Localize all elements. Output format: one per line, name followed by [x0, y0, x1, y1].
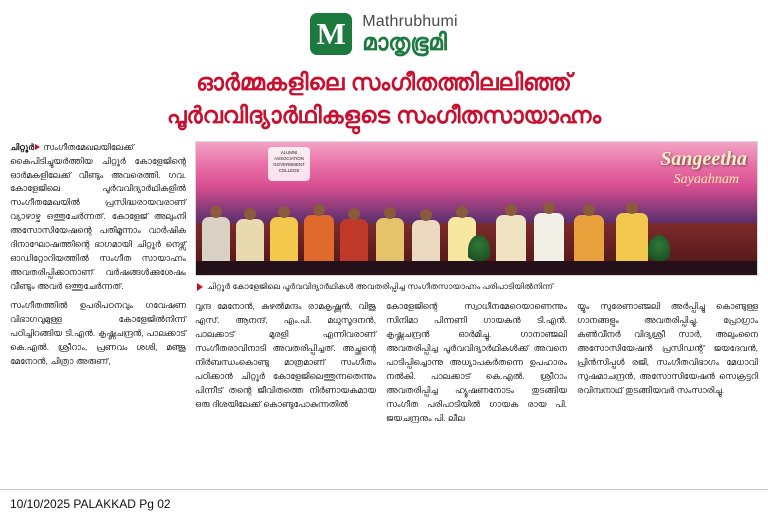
person-head — [210, 206, 222, 218]
masthead-malayalam-title: മാതൃഭൂമി — [362, 29, 447, 56]
person-head — [505, 204, 517, 216]
article-column-right — [195, 141, 758, 491]
masthead-latin-title: Mathrubhumi — [362, 12, 458, 30]
person-head — [313, 204, 325, 216]
caption-marker-icon — [197, 283, 203, 291]
page-title — [0, 62, 768, 141]
person-head — [348, 208, 360, 220]
person-head — [244, 208, 256, 220]
headline-line-1: ഓർമ്മകളിലെ സംഗീതത്തിലലിഞ്ഞ് — [196, 69, 572, 95]
seated-person — [236, 219, 264, 263]
photo-caption — [195, 276, 758, 298]
seated-person — [616, 213, 648, 263]
article-column-3-text: യ്യും സുരേണാഞ്ജലി അർപ്പിച്ചു കൊണ്ടുള്ള ഗാനങ്ങളും അവതരിപ്പിച്ചു. പ്രോഗ്രാം കൺവീനർ വിദ്യശ്രീ സാർ, അലുംനൈ അസോസിയേഷൻ പ്രസിഡന്റ് ജയദേവൻ, പ്രിൻസിപ്പൾ രജി, സംഗീതവിഭാഗം മേധാവി സുഷമാചന്ദ്രൻ, അസോസിയേഷൻ സെക്രട്ടറി രവിമ്പനാഥ് തുടങ്ങിയവർ സംസാരിച്ചു. — [577, 301, 758, 395]
seated-person — [574, 215, 604, 263]
article-column-3 — [577, 300, 758, 430]
backdrop-subtitle-text: Sayaahnam — [673, 171, 739, 187]
person-head — [384, 207, 396, 219]
article-lead-text: സംഗീതമേഖലയിലേക്ക് കൈപിടിച്ചുയർത്തിയ ചിറ്റൂർ കോളേജിന്റെ ഓർമകളിലേക്ക് വീണ്ടും അവരെത്തി. ഗവ. കോളേജിലെ പൂർവവിദ്യാർഥികളിൽ സംഗീതമേഖയിൽ പ്രസിദ്ധരായവരാണ് വ്യാഴാഴ്ച ഒത്തുചേർന്നത്. കോളേജ് അലുംനി അസോസിയേഷന്റെ പതിമൂന്നാം വാർഷിക ദിനാഘോഷത്തിന്റെ ഭാഗമായി ചിറ്റൂർ നെഴ്സ് ഓഡിറ്റോറിയത്തിൽ സംഗീത സായാഹ്നം അവതരിപ്പിക്കാനാണ് വർഷങ്ങൾക്കുശേഷം വീണ്ടും അവർ ഒത്തുചേർന്നത്. — [10, 141, 186, 291]
seated-person — [496, 215, 526, 263]
seated-person — [412, 220, 440, 263]
person-head — [583, 204, 595, 216]
article-column-2-text: കോളേജിന്റെ സ്വാധീനമേറെയാണെന്നും സിനിമാ പിന്നണി ഗായകൻ ടി.എൻ. കൃഷ്ണചന്ദ്രൻ ഓർമിച്ചു. ഗാനാഞ്ജലി അവതരിപ്പിച്ച പൂർവവിദ്യാർഥികൾക്ക് അവനെ പാടിപ്പിച്ചൊന്നു അധ്യാപകർതന്നെ ഉപഹാരം നൽകി. പാലക്കാട് കെ.എൽ. ശ്രീറാം അവതരിപ്പിച്ച ഹ്യൂഷണനോടം തുടങ്ങിയ സംഗീത പരിപാടിയിൽ ഗായക രായ പി. ജയചന്ദ്രനും പി. ലീല — [386, 301, 567, 423]
article-column-1 — [195, 300, 376, 430]
dateline-marker-icon — [35, 144, 40, 150]
backdrop-title-text: Sangeetha — [660, 147, 747, 170]
seated-person — [202, 217, 230, 263]
article-body — [0, 141, 768, 491]
seated-person — [340, 219, 368, 263]
person-head — [626, 202, 638, 214]
caption-text: ചിറ്റൂർ കോളേജിലെ പൂർവവിദ്യാർഥികൾ അവതരിപ്പിച്ച സംഗീതസായാഹ്നം പരിപാടിയിൽനിന്ന് — [207, 281, 554, 291]
headline-line-2: പൂർവവിദ്യാർഥികളുടെ സംഗീതസായാഹ്നം — [166, 102, 602, 129]
dateline: ചിറ്റൂർ — [10, 141, 35, 152]
article-photo — [195, 141, 758, 276]
person-head — [278, 206, 290, 218]
footer-date-edition-page: 10/10/2025 PALAKKAD Pg 02 — [10, 497, 171, 511]
person-head — [420, 209, 432, 221]
article-lead-paragraph — [10, 141, 186, 294]
seated-person — [304, 215, 334, 263]
article-column-left — [10, 141, 186, 491]
masthead-wordmark — [362, 14, 458, 55]
article-column-2 — [386, 300, 567, 430]
alumni-association-emblem: ALUMNI ASSOCIATION GOVERNMENT COLLEGE — [268, 147, 310, 181]
seated-person — [270, 217, 298, 263]
article-paragraph-2: സംഗീതത്തിൽ ഉപരിപഠനവും ഗവേഷണ വിഭാഗവുമുള്ള കോളേജിൽനിന്ന് പഠിച്ചിറങ്ങിയ ടി.എൻ. കൃഷ്ണചന്ദ്രൻ, പാലക്കാട് കെ.എൽ. ശ്രീറാം, പ്രണവം ശശി, മഞ്ജു മേനോൻ, ചിത്രാ അരുണ്, — [10, 299, 186, 366]
mathrubhumi-logo-icon: M — [310, 13, 352, 55]
seated-person — [376, 218, 404, 263]
article-lower-columns — [195, 298, 758, 430]
seated-person — [534, 213, 564, 263]
clipping-footer — [0, 489, 768, 518]
masthead — [0, 0, 768, 62]
person-head — [543, 202, 555, 214]
person-head — [456, 206, 468, 218]
article-column-1-text: വൃന്ദ മേനോൻ, കുഴൽമന്ദം രാമകൃഷ്ണൻ, വിജു എസ്. ആനന്ദ്, എം.പി. മധുസൂദനൻ, പാലക്കാട് മുരളി എന്നിവരാണ് സംഗീതരാവിനാടി അവതരിപ്പിച്ചത്. അച്ഛന്റെ നിർബന്ധംകൊണ്ടു മാത്രമാണ് സംഗീതം പഠിക്കാൻ ചിറ്റൂർ കോളേജിലെത്തുന്നതെന്നും പിന്നീട് തന്റെ ജീവിതത്തെ നിർണായകമായ ഒരു ദിശയിലേക്ക് കൊണ്ടുപോകുന്നതിൽ — [195, 301, 376, 409]
stage-floor — [196, 261, 757, 275]
